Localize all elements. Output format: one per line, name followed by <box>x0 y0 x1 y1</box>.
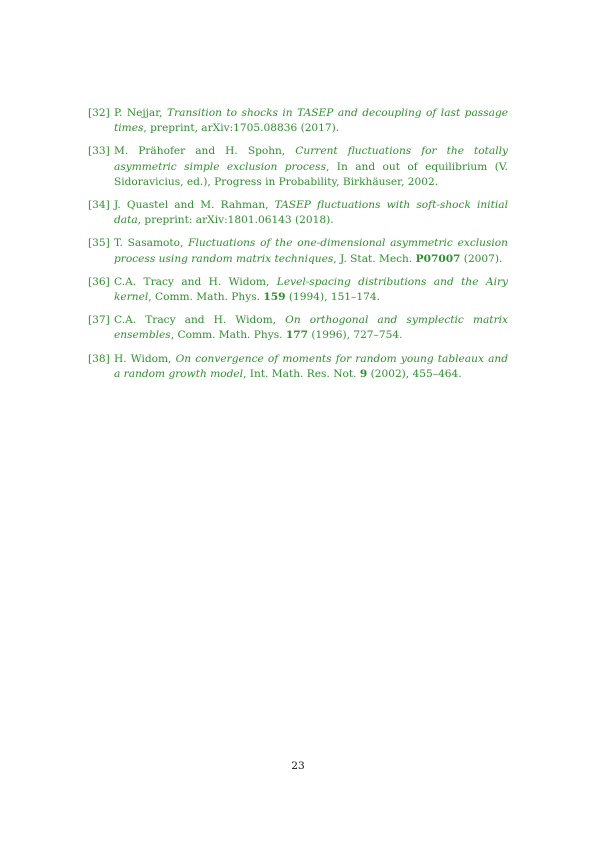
reference-publication: , Comm. Math. Phys. <box>170 329 286 342</box>
reference-publication-end: (1994), 151–174. <box>285 291 380 304</box>
reference-authors: C.A. Tracy and H. Widom, <box>114 314 277 327</box>
reference-list <box>88 106 508 390</box>
reference-title[interactable]: On convergence of moments for random young tableaux and a random growth model <box>114 352 508 380</box>
reference-number: [35] <box>88 237 110 250</box>
reference-title[interactable]: Current fluctuations for the totally asymmetric simple exclusion process <box>114 145 508 173</box>
reference-publication: , preprint, arXiv:1705.08836 (2017). <box>143 122 340 135</box>
reference-number: [37] <box>88 314 110 327</box>
reference-title[interactable]: Level-spacing distributions and the Airy kernel <box>114 275 509 304</box>
page-number: 23 <box>291 760 305 772</box>
reference-volume: 159 <box>263 291 286 304</box>
reference-authors: P. Nejjar, <box>114 107 163 119</box>
reference-item <box>88 236 508 266</box>
reference-title[interactable]: Transition to shocks in TASEP and decoupling of last passage times <box>114 107 509 135</box>
reference-volume: 9 <box>359 367 368 380</box>
reference-publication-end: (1996), 727–754. <box>308 329 403 342</box>
reference-publication: , Int. Math. Res. Not. <box>243 367 360 380</box>
reference-item <box>88 313 508 343</box>
reference-authors: J. Quastel and M. Rahman, <box>114 199 269 212</box>
reference-item <box>88 198 508 228</box>
reference-number: [33] <box>88 145 110 158</box>
reference-publication: , In and out of equilibrium (V. Sidoravicius, ed.), Progress in Probability, Birkhäuser, 2002. <box>114 160 508 188</box>
reference-item <box>88 106 508 136</box>
reference-authors: T. Sasamoto, <box>114 237 184 250</box>
reference-publication: , J. Stat. Mech. <box>333 252 416 265</box>
reference-authors: M. Prähofer and H. Spohn, <box>114 145 286 158</box>
reference-publication-end: (2007). <box>460 252 503 265</box>
reference-publication: , preprint: arXiv:1801.06143 (2018). <box>137 214 334 227</box>
reference-authors: H. Widom, <box>114 352 172 365</box>
reference-volume: P07007 <box>415 252 461 265</box>
reference-publication-end: (2002), 455–464. <box>367 367 462 380</box>
reference-item <box>88 275 508 305</box>
reference-number: [38] <box>88 352 110 365</box>
reference-publication: , Comm. Math. Phys. <box>148 291 264 304</box>
reference-authors: C.A. Tracy and H. Widom, <box>114 275 270 288</box>
reference-title[interactable]: TASEP fluctuations with soft-shock initial data <box>114 199 508 227</box>
reference-title[interactable]: On orthogonal and symplectic matrix ensembles <box>114 314 508 342</box>
reference-number: [36] <box>88 275 110 288</box>
reference-number: [34] <box>88 199 110 212</box>
reference-title[interactable]: Fluctuations of the one-dimensional asymmetric exclusion process using random matrix techniques <box>114 237 508 265</box>
reference-item <box>88 144 508 190</box>
reference-number: [32] <box>88 107 110 119</box>
reference-item <box>88 352 508 382</box>
reference-volume: 177 <box>285 329 308 342</box>
